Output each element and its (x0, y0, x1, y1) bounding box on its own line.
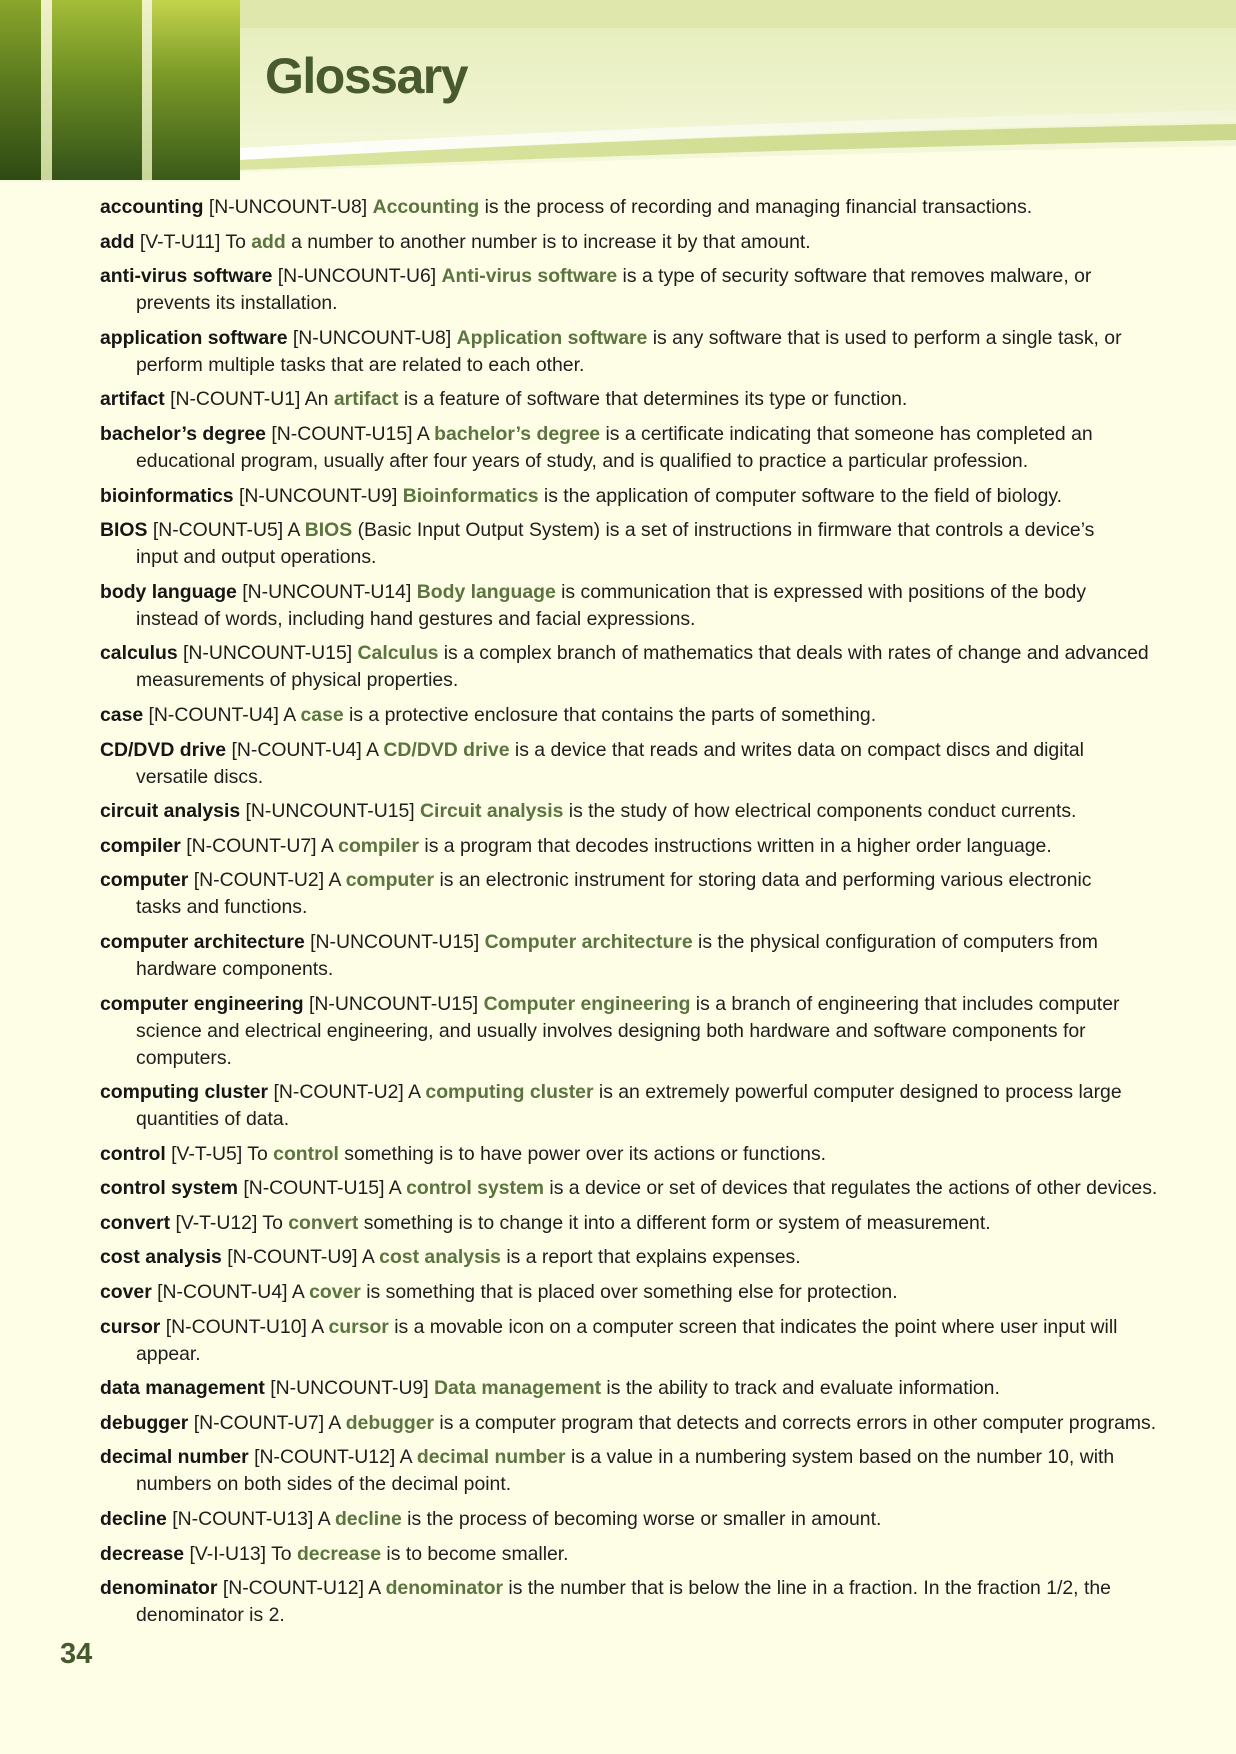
entry-definition-text: A (361, 1246, 380, 1269)
entry-definition-text: A (328, 1411, 346, 1434)
entry-definition-text: is a computer program that detects and corrects errors in other computer programs. (434, 1411, 1157, 1434)
entry-definition-text: versatile discs. (136, 765, 264, 788)
entry-headword: debugger (100, 1411, 189, 1434)
entry-definition-text: is the physical configuration of computers from (692, 930, 1098, 953)
entry-headword: computer engineering (100, 992, 304, 1015)
entry-definition-text: A (399, 1446, 417, 1469)
glossary-entry (100, 579, 1160, 633)
entry-headword: computer architecture (100, 930, 305, 953)
entry-keyword: computing cluster (425, 1081, 594, 1104)
entry-keyword: Computer engineering (483, 992, 691, 1015)
entry-keyword: decimal number (416, 1446, 566, 1469)
entry-definition-text: perform multiple tasks that are related to each other. (136, 353, 585, 376)
entry-keyword: computer (345, 869, 435, 892)
entry-definition-text: a number to another number is to increase it by that amount. (285, 230, 811, 253)
entry-headword: bioinformatics (100, 484, 234, 507)
glossary-entry (100, 737, 1160, 791)
glossary-entry (100, 991, 1160, 1072)
entry-definition-text: appear. (136, 1342, 201, 1365)
entry-definition-text: something is to have power over its actions or functions. (338, 1142, 827, 1165)
entry-headword: BIOS (100, 519, 148, 542)
entry-keyword: control system (406, 1177, 544, 1200)
entry-definition-text: numbers on both sides of the decimal point. (136, 1473, 512, 1496)
entry-part-of-speech: [N-COUNT-U4] (148, 703, 279, 726)
entry-part-of-speech: [V-T-U12] (175, 1211, 258, 1234)
entry-headword: denominator (100, 1577, 218, 1600)
glossary-entry (100, 325, 1160, 379)
entry-part-of-speech: [N-UNCOUNT-U8] (292, 326, 452, 349)
entry-headword: bachelor’s degree (100, 422, 266, 445)
entry-definition-text: is a type of security software that removes malware, or (617, 265, 1092, 288)
entry-definition-text: is the number that is below the line in a fraction. In the fraction 1/2, the (503, 1577, 1111, 1600)
entry-definition-text: instead of words, including hand gestures and facial expressions. (136, 607, 696, 630)
entry-definition-text: To (262, 1211, 289, 1234)
entry-definition-text: A (320, 834, 339, 857)
entry-headword: case (100, 703, 144, 726)
entry-keyword: cost analysis (379, 1246, 501, 1269)
entry-definition-text: is an electronic instrument for storing data and performing various electronic (434, 869, 1092, 892)
entry-keyword: Body language (416, 580, 556, 603)
entry-headword: body language (100, 580, 237, 603)
glossary-entry (100, 1506, 1160, 1533)
entry-part-of-speech: [N-COUNT-U9] (227, 1246, 358, 1269)
entry-definition-text: is the ability to track and evaluate information. (601, 1377, 1000, 1400)
entry-keyword: cover (309, 1281, 361, 1304)
entry-definition-text: A (388, 1177, 407, 1200)
glossary-entry (100, 833, 1160, 860)
header-stripe (52, 0, 142, 180)
entry-definition-text: An (304, 388, 334, 411)
entry-headword: control system (100, 1177, 238, 1200)
glossary-entry (100, 517, 1160, 571)
entry-part-of-speech: [N-COUNT-U2] (273, 1081, 404, 1104)
entry-definition-text: is a report that explains expenses. (500, 1246, 801, 1269)
glossary-entry (100, 263, 1160, 317)
glossary-entry (100, 1541, 1160, 1568)
entry-part-of-speech: [N-COUNT-U7] (186, 834, 317, 857)
entry-definition-text: is a certificate indicating that someone has completed an (600, 422, 1093, 445)
entry-definition-text: A (311, 1315, 329, 1338)
glossary-entry (100, 1244, 1160, 1271)
entry-headword: compiler (100, 834, 181, 857)
entry-definition-text: tasks and functions. (136, 896, 308, 919)
glossary-entry (100, 702, 1160, 729)
entry-definition-text: quantities of data. (136, 1108, 290, 1131)
entry-part-of-speech: [N-COUNT-U12] (222, 1577, 364, 1600)
entry-headword: convert (100, 1211, 171, 1234)
entry-definition-text: is communication that is expressed with positions of the body (555, 580, 1087, 603)
entry-part-of-speech: [N-COUNT-U7] (193, 1411, 325, 1434)
entry-headword: cost analysis (100, 1246, 222, 1269)
entry-definition-text: is a device that reads and writes data on compact discs and digital (509, 738, 1084, 761)
entry-definition-text: A (291, 1281, 310, 1304)
entry-part-of-speech: [V-I-U13] (189, 1542, 267, 1565)
entry-part-of-speech: [N-COUNT-U2] (193, 869, 325, 892)
entry-definition-text: is the study of how electrical components conduct currents. (563, 800, 1077, 823)
entry-keyword: CD/DVD drive (383, 738, 510, 761)
entry-keyword: bachelor’s degree (434, 422, 601, 445)
entry-definition-text: is a complex branch of mathematics that deals with rates of change and advanced (438, 642, 1149, 665)
entry-part-of-speech: [N-UNCOUNT-U15] (245, 800, 415, 823)
entry-keyword: case (300, 703, 344, 726)
entry-definition-text: A (408, 1081, 426, 1104)
entry-definition-text: A (416, 422, 435, 445)
entry-keyword: decline (334, 1508, 402, 1531)
entry-keyword: compiler (338, 834, 419, 857)
entry-definition-text: is something that is placed over something else for protection. (360, 1281, 898, 1304)
entry-definition-text: A (328, 869, 346, 892)
entry-part-of-speech: [N-UNCOUNT-U9] (270, 1377, 429, 1400)
header-stripe (0, 0, 41, 180)
entry-headword: accounting (100, 196, 204, 218)
glossary-entry (100, 194, 1160, 221)
entry-keyword: debugger (345, 1411, 435, 1434)
entry-keyword: denominator (385, 1577, 503, 1600)
entry-keyword: Computer architecture (484, 930, 693, 953)
entry-headword: data management (100, 1377, 265, 1400)
entry-definition-text: computers. (136, 1046, 232, 1069)
entry-keyword: Circuit analysis (420, 800, 564, 823)
glossary-entry (100, 1314, 1160, 1368)
glossary-entry (100, 1575, 1160, 1629)
glossary-entry (100, 798, 1160, 825)
entry-headword: CD/DVD drive (100, 738, 227, 761)
entry-definition-text: To (225, 230, 252, 253)
entry-keyword: Data management (434, 1377, 602, 1400)
entry-keyword: Accounting (372, 196, 480, 218)
entry-keyword: cursor (328, 1315, 389, 1338)
entry-headword: calculus (100, 642, 178, 665)
entry-part-of-speech: [N-COUNT-U12] (254, 1446, 396, 1469)
entry-part-of-speech: [N-UNCOUNT-U8] (208, 196, 368, 218)
entry-definition-text: measurements of physical properties. (136, 669, 459, 692)
entry-headword: anti-virus software (100, 265, 273, 288)
glossary-entry (100, 386, 1160, 413)
entry-part-of-speech: [N-UNCOUNT-U9] (239, 484, 398, 507)
entry-definition-text: science and electrical engineering, and usually involves designing both hardware and software components for (136, 1019, 1086, 1042)
glossary-entry (100, 1210, 1160, 1237)
entry-definition-text: (Basic Input Output System) is a set of instructions in firmware that controls a device’s (352, 519, 1095, 542)
entry-part-of-speech: [N-COUNT-U4] (231, 738, 362, 761)
entry-keyword: Anti-virus software (441, 265, 618, 288)
glossary-list (100, 194, 1160, 1637)
entry-definition-text: is the process of recording and managing financial transactions. (479, 196, 1033, 218)
entry-definition-text: is the application of computer software to the field of biology. (538, 484, 1062, 507)
entry-part-of-speech: [N-UNCOUNT-U15] (309, 992, 479, 1015)
header-stripe-gap (41, 0, 52, 180)
entry-headword: computing cluster (100, 1081, 269, 1104)
entry-headword: cover (100, 1281, 152, 1304)
entry-headword: decimal number (100, 1446, 249, 1469)
glossary-entry (100, 483, 1160, 510)
entry-headword: decrease (100, 1542, 185, 1565)
glossary-entry (100, 1175, 1160, 1202)
entry-keyword: decrease (296, 1542, 382, 1565)
entry-definition-text: is a protective enclosure that contains the parts of something. (343, 703, 877, 726)
entry-definition-text: prevents its installation. (136, 292, 338, 315)
entry-part-of-speech: [V-T-U11] (139, 230, 221, 253)
glossary-entry (100, 640, 1160, 694)
entry-definition-text: is to become smaller. (381, 1542, 569, 1565)
glossary-entry (100, 1141, 1160, 1168)
entry-headword: decline (100, 1508, 167, 1531)
entry-keyword: Calculus (357, 642, 439, 665)
entry-part-of-speech: [N-COUNT-U15] (271, 422, 413, 445)
entry-headword: application software (100, 326, 288, 349)
glossary-entry (100, 1444, 1160, 1498)
entry-part-of-speech: [N-COUNT-U10] (165, 1315, 307, 1338)
entry-part-of-speech: [N-COUNT-U13] (172, 1508, 314, 1531)
entry-definition-text: hardware components. (136, 957, 334, 980)
entry-definition-text: A (366, 738, 384, 761)
entry-definition-text: is a feature of software that determines its type or function. (398, 388, 908, 411)
entry-definition-text: is any software that is used to perform a single task, or (647, 326, 1122, 349)
glossary-entry (100, 229, 1160, 256)
entry-headword: control (100, 1142, 166, 1165)
glossary-entry (100, 1375, 1160, 1402)
entry-definition-text: denominator is 2. (136, 1604, 285, 1627)
glossary-entry (100, 1279, 1160, 1306)
entry-definition-text: is a value in a numbering system based on the number 10, with (565, 1446, 1115, 1469)
entry-keyword: artifact (333, 388, 399, 411)
entry-definition-text: To (271, 1542, 297, 1565)
entry-keyword: BIOS (304, 519, 353, 542)
entry-part-of-speech: [N-COUNT-U1] (170, 388, 301, 411)
entry-definition-text: To (247, 1142, 274, 1165)
entry-part-of-speech: [N-UNCOUNT-U14] (242, 580, 412, 603)
entry-part-of-speech: [N-COUNT-U4] (157, 1281, 288, 1304)
entry-keyword: Application software (456, 326, 648, 349)
entry-definition-text: A (287, 519, 305, 542)
entry-keyword: add (251, 230, 286, 253)
entry-definition-text: educational program, usually after four years of study, and is qualified to practice a particular profession. (136, 449, 1029, 472)
entry-definition-text: something is to change it into a different form or system of measurement. (358, 1211, 991, 1234)
glossary-entry (100, 1410, 1160, 1437)
entry-part-of-speech: [N-UNCOUNT-U6] (277, 265, 437, 288)
entry-definition-text: is a program that decodes instructions written in a higher order language. (419, 834, 1052, 857)
entry-definition-text: is a device or set of devices that regulates the actions of other devices. (544, 1177, 1158, 1200)
entry-part-of-speech: [N-UNCOUNT-U15] (183, 642, 353, 665)
entry-part-of-speech: [N-COUNT-U5] (152, 519, 284, 542)
entry-part-of-speech: [N-COUNT-U15] (243, 1177, 385, 1200)
page-header (0, 0, 1236, 182)
entry-part-of-speech: [V-T-U5] (171, 1142, 243, 1165)
entry-definition-text: A (283, 703, 301, 726)
entry-definition-text: is a branch of engineering that includes computer (690, 992, 1120, 1015)
entry-definition-text: is a movable icon on a computer screen that indicates the point where user input will (388, 1315, 1118, 1338)
page-number: 34 (60, 1638, 93, 1670)
entry-headword: artifact (100, 388, 165, 411)
entry-headword: computer (100, 869, 189, 892)
entry-headword: circuit analysis (100, 800, 241, 823)
entry-headword: cursor (100, 1315, 161, 1338)
entry-definition-text: A (368, 1577, 386, 1600)
entry-headword: add (100, 230, 135, 253)
glossary-entry (100, 1079, 1160, 1133)
entry-keyword: Bioinformatics (402, 484, 539, 507)
glossary-entry (100, 929, 1160, 983)
page-title: Glossary (265, 48, 468, 104)
entry-definition-text: is the process of becoming worse or smaller in amount. (401, 1508, 882, 1531)
entry-definition-text: is an extremely powerful computer designed to process large (593, 1081, 1122, 1104)
glossary-entry (100, 421, 1160, 475)
glossary-entry (100, 867, 1160, 921)
entry-part-of-speech: [N-UNCOUNT-U15] (310, 930, 480, 953)
entry-definition-text: input and output operations. (136, 546, 377, 569)
entry-keyword: control (273, 1142, 339, 1165)
header-stripe-gap (142, 0, 152, 180)
header-stripe (152, 0, 240, 180)
entry-definition-text: A (317, 1508, 335, 1531)
entry-keyword: convert (288, 1211, 359, 1234)
